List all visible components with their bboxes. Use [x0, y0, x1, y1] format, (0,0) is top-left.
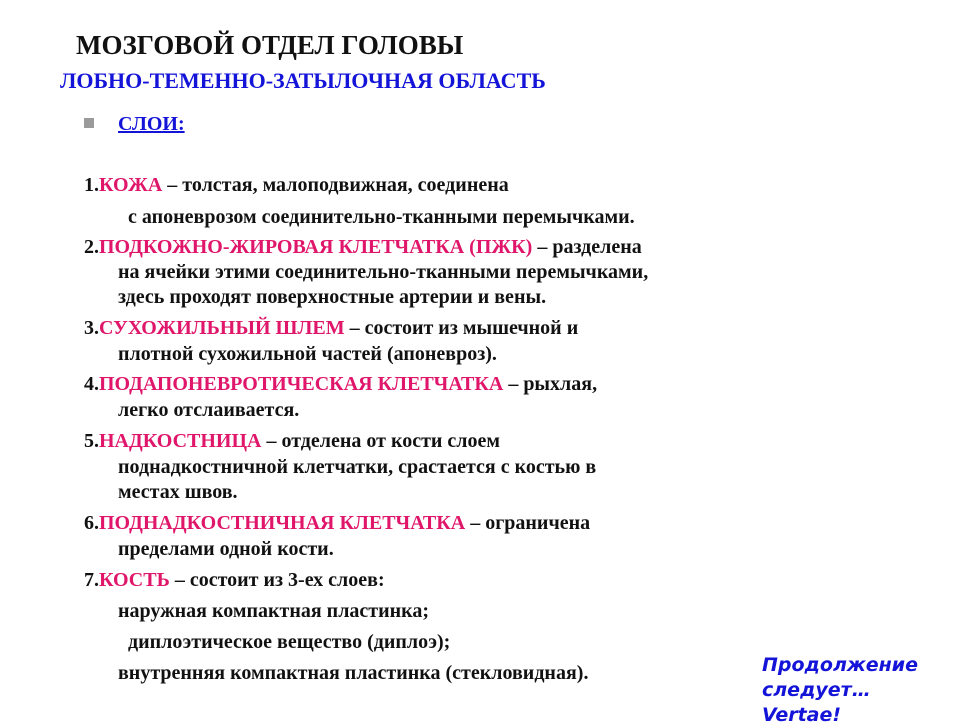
- continue-note-line: Vertae!: [762, 704, 842, 726]
- layer-2-continuation: здесь проходят поверхностные артерии и вены.: [118, 286, 547, 308]
- layer-1-line: [84, 173, 509, 197]
- layer-description: – рыхлая,: [503, 373, 598, 395]
- layer-term: НАДКОСТНИЦА: [99, 430, 262, 452]
- layer-3-continuation: плотной сухожильной частей (апоневроз).: [118, 343, 497, 365]
- layer-3-line: [84, 316, 578, 340]
- layer-7-continuation: наружная компактная пластинка;: [118, 600, 430, 622]
- continue-note-line: следует…: [762, 679, 871, 701]
- layer-number: 4.: [84, 373, 99, 395]
- layer-term: ПОДНАДКОСТНИЧНАЯ КЛЕТЧАТКА: [99, 512, 466, 534]
- slide-subtitle: ЛОБНО-ТЕМЕННО-ЗАТЫЛОЧНАЯ ОБЛАСТЬ: [60, 68, 546, 93]
- layer-number: 1.: [84, 174, 99, 196]
- layer-term: КОСТЬ: [99, 569, 170, 591]
- layer-description: – состоит из мышечной и: [344, 317, 579, 339]
- layer-5-continuation: поднадкостничной клетчатки, срастается с костью в: [118, 456, 597, 478]
- square-bullet-icon: [84, 118, 94, 128]
- layer-6-line: [84, 511, 590, 535]
- layer-number: 7.: [84, 569, 99, 591]
- layer-1-continuation: с апоневрозом соединительно-тканными перемычками.: [128, 206, 635, 228]
- layer-description: – разделена: [532, 236, 642, 258]
- layers-heading: СЛОИ:: [118, 113, 185, 135]
- layer-number: 3.: [84, 317, 99, 339]
- continue-note-line: Продолжение: [762, 654, 918, 676]
- layer-description: – состоит из 3-ех слоев:: [169, 569, 385, 591]
- layer-number: 5.: [84, 430, 99, 452]
- layer-description: – толстая, малоподвижная, соединена: [162, 174, 509, 196]
- layer-term: КОЖА: [99, 174, 163, 196]
- layer-2-line: [84, 235, 642, 259]
- layer-description: – ограничена: [465, 512, 591, 534]
- layer-term: ПОДКОЖНО-ЖИРОВАЯ КЛЕТЧАТКА (ПЖК): [99, 236, 533, 258]
- layer-4-continuation: легко отслаивается.: [118, 399, 300, 421]
- layer-number: 2.: [84, 236, 99, 258]
- layer-7-continuation: диплоэтическое вещество (диплоэ);: [128, 631, 451, 653]
- continue-note: [762, 653, 918, 728]
- slide-title: МОЗГОВОЙ ОТДЕЛ ГОЛОВЫ: [76, 30, 464, 60]
- layer-description: – отделена от кости слоем: [261, 430, 501, 452]
- layer-term: ПОДАПОНЕВРОТИЧЕСКАЯ КЛЕТЧАТКА: [99, 373, 504, 395]
- layer-number: 6.: [84, 512, 99, 534]
- layer-5-line: [84, 429, 500, 453]
- layer-7-continuation: внутренняя компактная пластинка (стекловидная).: [118, 662, 589, 684]
- layer-5-continuation: местах швов.: [118, 481, 238, 503]
- layer-7-line: [84, 568, 385, 592]
- layer-6-continuation: пределами одной кости.: [118, 538, 334, 560]
- layer-4-line: [84, 372, 597, 396]
- layer-term: СУХОЖИЛЬНЫЙ ШЛЕМ: [99, 317, 345, 339]
- layer-2-continuation: на ячейки этими соединительно-тканными перемычками,: [118, 261, 649, 283]
